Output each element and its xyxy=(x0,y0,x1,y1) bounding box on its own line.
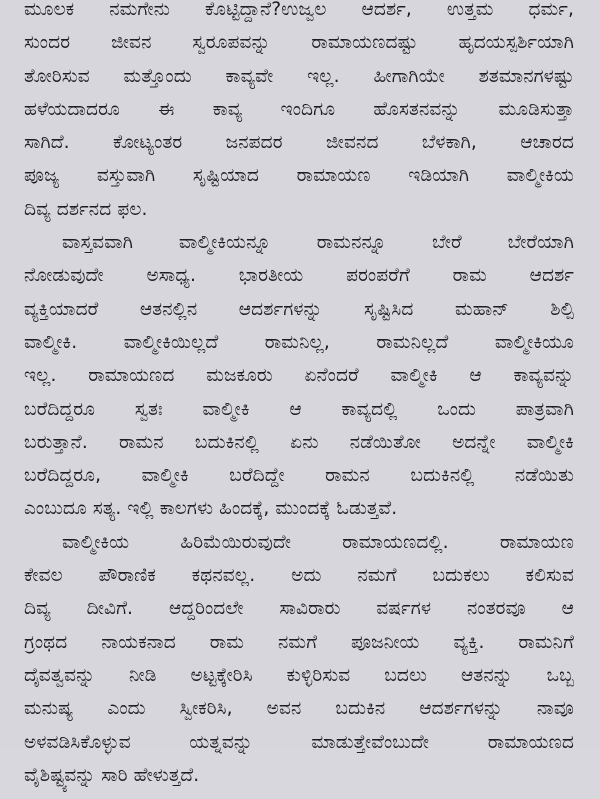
text-line: ವಾಲ್ಮೀಕಿ. ವಾಲ್ಮೀಕಿಯಿಲ್ಲದೆ ರಾಮನಿಲ್ಲ, ರಾಮನಿಲ್ಲದೆ ವಾಲ್ಮೀಕಿಯೂ xyxy=(24,331,574,353)
text-line: ಗ್ರಂಥದ ನಾಯಕನಾದ ರಾಮ ನಮಗೆ ಪೂಜನೀಯ ವ್ಯಕ್ತಿ. ರಾಮನಿಗೆ xyxy=(24,631,574,653)
paragraph-2 xyxy=(24,226,574,526)
text-line: ಮನುಷ್ಯ ಎಂದು ಸ್ವೀಕರಿಸಿ, ಅವನ ಬದುಕಿನ ಆದರ್ಶಗಳನ್ನು ನಾವೂ xyxy=(24,698,574,720)
text-line: ಸಾಗಿದೆ. ಕೋಟ್ಯಂತರ ಜನಪದರ ಜೀವನದ ಬೆಳಕಾಗಿ, ಆಚಾರದ xyxy=(24,132,574,154)
text-line: ಹಳೆಯದಾದರೂ ಈ ಕಾವ್ಯ ಇಂದಿಗೂ ಹೊಸತನವನ್ನು ಮೂಡಿಸುತ್ತಾ xyxy=(24,98,574,120)
text-line: ವ್ಯಕ್ತಿಯಾದರೆ ಆತನಲ್ಲಿನ ಆದರ್ಶಗಳನ್ನು ಸೃಷ್ಟಿಸಿದ ಮಹಾನ್ ಶಿಲ್ಪಿ xyxy=(24,298,574,320)
text-line: ಇಲ್ಲ. ರಾಮಾಯಣದ ಮಜಕೂರು ಏನೆಂದರೆ ವಾಲ್ಮೀಕಿ ಆ ಕಾವ್ಯವನ್ನು xyxy=(24,365,574,387)
text-line: ಬರೆದಿದ್ದರೂ, ವಾಲ್ಮೀಕಿ ಬರೆದಿದ್ದೇ ರಾಮನ ಬದುಕಿನಲ್ಲಿ ನಡೆಯಿತು xyxy=(24,465,574,487)
text-line: ಪೂಜ್ಯ ವಸ್ತುವಾಗಿ ಸೃಷ್ಟಿಯಾದ ರಾಮಾಯಣ ಇಡಿಯಾಗಿ ವಾಲ್ಮೀಕಿಯ xyxy=(24,165,574,187)
text-line: ಬರೆದಿದ್ದರೂ ಸ್ವತಃ ವಾಲ್ಮೀಕಿ ಆ ಕಾವ್ಯದಲ್ಲಿ ಒಂದು ಪಾತ್ರವಾಗಿ xyxy=(24,398,574,420)
text-line: ವೈಶಿಷ್ಟ್ಯವನ್ನು ಸಾರಿ ಹೇಳುತ್ತದೆ. xyxy=(24,764,200,786)
text-line: ಅಳವಡಿಸಿಕೊಳ್ಳುವ ಯತ್ನವನ್ನು ಮಾಡುತ್ತೇವೆಂಬುದೇ ರಾಮಾಯಣದ xyxy=(24,731,574,753)
text-line: ನೋಡುವುದೇ ಅಸಾಧ್ಯ. ಭಾರತೀಯ ಪರಂಪರೆಗೆ ರಾಮ ಆದರ್ಶ xyxy=(24,265,574,287)
text-line: ದಿವ್ಯ ದೀವಿಗೆ. ಆದ್ದರಿಂದಲೇ ಸಾವಿರಾರು ವರ್ಷಗಳ ನಂತರವೂ ಆ xyxy=(24,598,574,620)
paragraph-1 xyxy=(24,0,574,226)
text-line: ಕೇವಲ ಪೌರಾಣಿಕ ಕಥನವಲ್ಲ. ಅದು ನಮಗೆ ಬದುಕಲು ಕಲಿಸುವ xyxy=(24,565,574,587)
text-line: ಮೂಲಕ ನಮಗೇನು ಕೊಟ್ಟಿದ್ದಾನೆ?ಉಜ್ವಲ ಆದರ್ಶ, ಉತ್ತಮ ಧರ್ಮ, xyxy=(24,0,574,20)
text-line: ತೋರಿಸುವ ಮತ್ತೊಂದು ಕಾವ್ಯವೇ ಇಲ್ಲ. ಹೀಗಾಗಿಯೇ ಶತಮಾನಗಳಷ್ಟು xyxy=(24,65,574,87)
text-line: ಸುಂದರ ಜೀವನ ಸ್ವರೂಪವನ್ನು ರಾಮಾಯಣದಷ್ಟು ಹೃದಯಸ್ಪರ್ಶಿಯಾಗಿ xyxy=(24,32,574,54)
paragraph-3 xyxy=(24,526,574,792)
text-line: ವಾಲ್ಮೀಕಿಯ ಹಿರಿಮೆಯಿರುವುದೇ ರಾಮಾಯಣದಲ್ಲಿ. ರಾಮಾಯಣ xyxy=(62,531,574,553)
text-line: ದಿವ್ಯ ದರ್ಶನದ ಫಲ. xyxy=(24,198,148,220)
text-line: ವಾಸ್ತವವಾಗಿ ವಾಲ್ಮೀಕಿಯನ್ನೂ ರಾಮನನ್ನೂ ಬೇರೆ ಬೇರೆಯಾಗಿ xyxy=(62,232,574,254)
text-line: ಬರುತ್ತಾನೆ. ರಾಮನ ಬದುಕಿನಲ್ಲಿ ಏನು ನಡೆಯಿತೋ ಅದನ್ನೇ ವಾಲ್ಮೀಕಿ xyxy=(24,431,574,453)
text-line: ದೈವತ್ವವನ್ನು ನೀಡಿ ಅಟ್ಟಕ್ಕೇರಿಸಿ ಕುಳ್ಳಿರಿಸುವ ಬದಲು ಆತನನ್ನು ಒಬ್ಬ xyxy=(24,664,574,686)
text-line: ಎಂಬುದೂ ಸತ್ಯ. ಇಲ್ಲಿ ಕಾಲಗಳು ಹಿಂದಕ್ಕೆ, ಮುಂದಕ್ಕೆ ಓಡುತ್ತವೆ. xyxy=(24,498,398,520)
